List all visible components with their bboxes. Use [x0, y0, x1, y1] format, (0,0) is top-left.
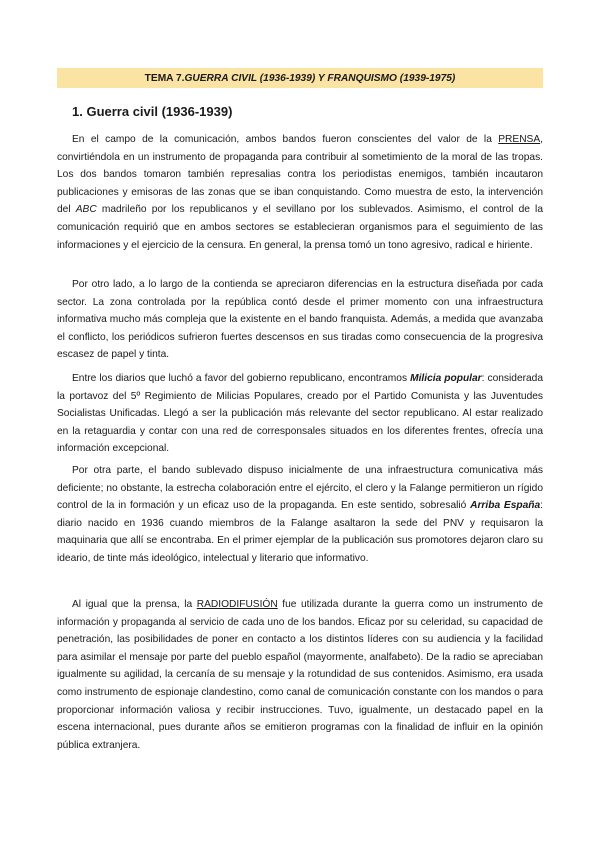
prensa-keyword: PRENSA [498, 134, 541, 145]
paragraph-estructura: Por otro lado, a lo largo de la contienda se apreciaron diferencias en la estructura diseñada por cada sector. La zona controlada por la república contó desde el primer momento con una infraestructura informativa mucho más compleja que la existente en el bando franquista. Además, a medida que avanzaba el conflicto, los periódicos sufrieron fuertes descensos en sus tiradas como consecuencia de la progresiva escasez de papel y tinta. [57, 279, 543, 361]
arriba-espana-name: Arriba España [470, 500, 541, 512]
topic-title-text: GUERRA CIVIL (1936-1939) Y FRANQUISMO (1939-1975) [184, 72, 456, 84]
topic-title-banner [57, 68, 543, 88]
p4-text-a: Por otra parte, el bando sublevado dispuso inicialmente de una infraestructura comunicativa más deficiente; no obstante, la estrecha colaboración entre el ejército, el clero y la Falange permitieron un rígido control de la in formación y un eficaz uso de la propaganda. En este sentido, sobresalió [57, 465, 543, 512]
topic-title-prefix: TEMA 7. [144, 72, 185, 84]
p4-text-c: : diario nacido en 1936 cuando miembros de la Falange asaltaron la sede del PNV y requisaron la maquinaria que allí se encontraba. En el primer ejemplar de la publicación sus promotores dejaron claro su ideario, de tinte más ideológico, intelectual y literario que informativo. [57, 500, 543, 564]
p5-text-a: Al igual que la prensa, la [72, 599, 197, 610]
p1-text-e: madrileño por los republicanos y el sevillano por los sublevados. Asimismo, el control de la comunicación requirió que en ambos sectores se establecieran organismos para el seguimiento de las informaciones y el ejercicio de la censura. En general, la prensa tomó un tono agresivo, radical e hiriente. [57, 204, 543, 251]
radiodifusion-keyword: RADIODIFUSIÓN [196, 599, 278, 610]
p3-text-a: Entre los diarios que luchó a favor del gobierno republicano, encontramos [72, 373, 411, 384]
milicia-popular-name: Milicia popular [410, 373, 482, 384]
p5-text-c: fue utilizada durante la guerra como un instrumento de información y propaganda al servicio de cada uno de los bandos. Eficaz por su celeridad, su capacidad de penetración, las posibilidades de poner en contacto a los distintos líderes con su audiencia y la facilidad para asimilar el mensaje por parte del pueblo español (mayormente, analfabeto). De la radio se apreciaban igualmente su agilidad, la cercanía de su mensaje y la rotundidad de sus contenidos. Asimismo, era usada como instrumento de espionaje clandestino, como canal de comunicación constante con los mandos o para proporcionar información valiosa y recibir instrucciones. Tuvo, igualmente, un destacado papel en la escena internacional, pues durante años se emitieron programas con la finalidad de influir en la opinión pública extranjera. [57, 599, 543, 751]
p1-text-a: En el campo de la comunicación, ambos bandos fueron conscientes del valor de la [72, 134, 499, 145]
p3-text-c: : considerada la portavoz del 5º Regimiento de Milicias Populares, creado por el Partido Comunista y las Juventudes Socialistas Unificadas. Llegó a ser la publicación más relevante del sector republicano. Al estar realizado en la retaguardia y contar con una red de corresponsales situados en los diferentes frentes, ofrecía una información excepcional. [57, 373, 543, 455]
paragraph-radiodifusion [57, 596, 543, 754]
section-heading: 1. Guerra civil (1936-1939) [72, 104, 233, 119]
abc-newspaper-name: ABC [75, 204, 97, 216]
paragraph-prensa-intro [57, 131, 543, 254]
p1-text-c: , convirtiéndola en un instrumento de propaganda para contribuir al sometimiento de la moral de las tropas. Los dos bandos tomaron también represalias contra los periodistas enemigos, también incautaron publicaciones y emisoras de las zonas que se iban conquistando. Como muestra de esto, la intervención del [57, 134, 543, 216]
paragraph-milicia-popular [57, 370, 543, 458]
paragraph-arriba-espana [57, 462, 543, 568]
